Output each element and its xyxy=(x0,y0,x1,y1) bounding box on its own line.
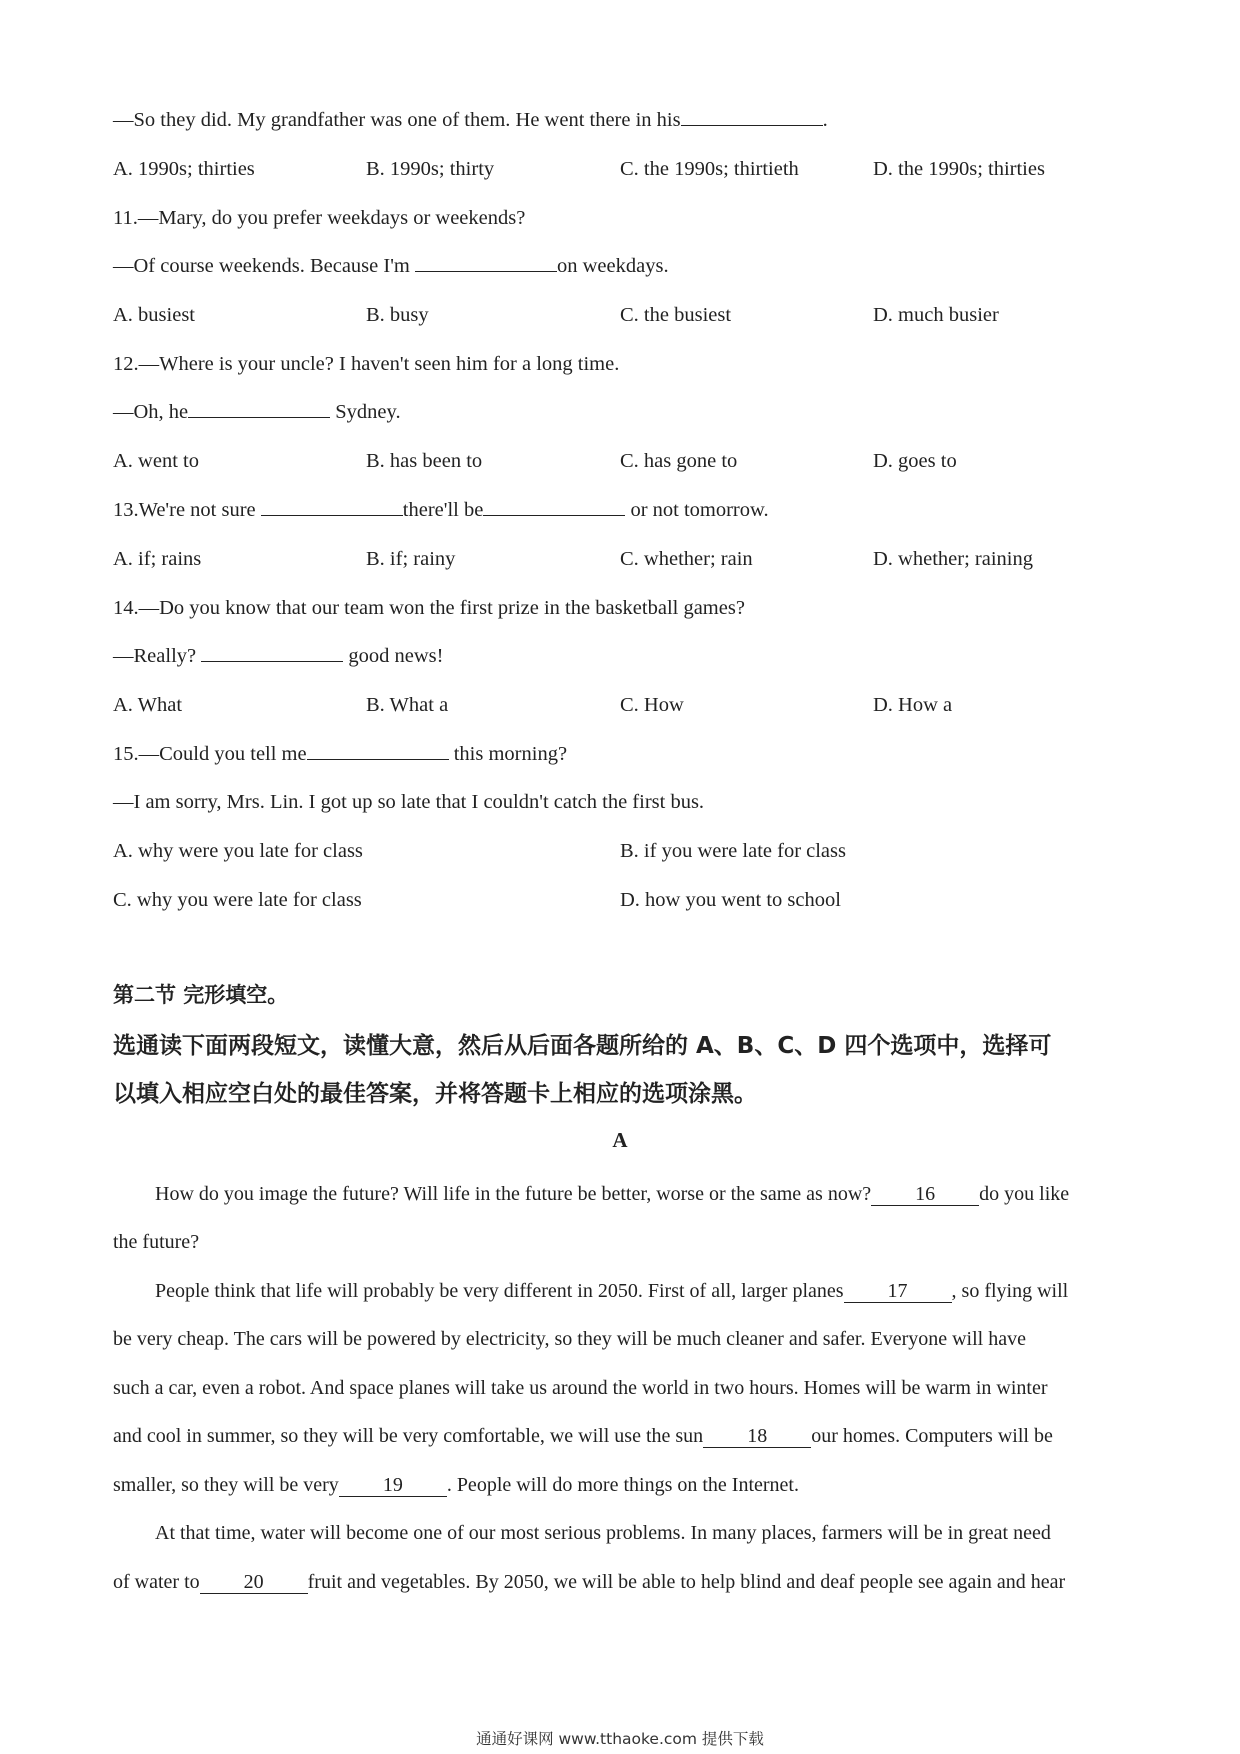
q11-blank xyxy=(415,253,557,272)
q12-option-c: C. has gone to xyxy=(620,450,738,472)
p2-text-h: . People will do more things on the Internet. xyxy=(446,1474,799,1496)
q11-option-b: B. busy xyxy=(366,304,429,326)
passage-p2-line2: be very cheap. The cars will be powered by electricity, so they will be much cleaner and safer. Everyone will have xyxy=(113,1328,1026,1350)
q13-text-2: there'll be xyxy=(402,499,484,521)
q12-option-a: A. went to xyxy=(113,450,199,472)
section-instruction-line1: 选通读下面两段短文，读懂大意，然后从后面各题所给的 A、B、C、D 四个选项中，选择可 xyxy=(113,1033,1052,1059)
q11-option-d: D. much busier xyxy=(873,304,999,326)
q13-stem xyxy=(113,496,769,524)
q15-stem-end: this morning? xyxy=(448,743,568,765)
q10-reply-text: —So they did. My grandfather was one of them. He went there in his xyxy=(113,109,681,131)
q12-reply-text: —Oh, he xyxy=(113,401,189,423)
passage-p3-line1: At that time, water will become one of our most serious problems. In many places, farmers will be in great need xyxy=(155,1522,1051,1544)
q13-blank-2 xyxy=(483,497,625,516)
q11-option-a: A. busiest xyxy=(113,304,195,326)
p1-text-a: How do you image the future? Will life in the future be better, worse or the same as now? xyxy=(155,1183,872,1205)
p3-text-b: of water to xyxy=(113,1571,200,1593)
q12-reply-end: Sydney. xyxy=(330,401,401,423)
q10-option-b: B. 1990s; thirty xyxy=(366,158,495,180)
q14-reply-text: —Really? xyxy=(113,645,202,667)
q15-stem-text: 15.—Could you tell me xyxy=(113,743,307,765)
p2-text-f: our homes. Computers will be xyxy=(811,1425,1053,1447)
q11-reply-text: —Of course weekends. Because I'm xyxy=(113,255,415,277)
q14-option-c: C. How xyxy=(620,694,684,716)
q10-option-d: D. the 1990s; thirties xyxy=(873,158,1045,180)
q11-reply xyxy=(113,252,669,280)
section-instruction-line2: 以填入相应空白处的最佳答案，并将答题卡上相应的选项涂黑。 xyxy=(113,1081,757,1107)
passage-p2-line4 xyxy=(113,1422,1129,1450)
p3-text-c: fruit and vegetables. By 2050, we will be able to help blind and deaf people see again and hear xyxy=(307,1571,1066,1593)
blank-17: 17 xyxy=(844,1280,952,1303)
p2-text-e: and cool in summer, so they will be very comfortable, we will use the sun xyxy=(113,1425,704,1447)
q14-reply-end: good news! xyxy=(343,645,444,667)
q11-option-c: C. the busiest xyxy=(620,304,732,326)
q14-blank xyxy=(201,643,343,662)
q10-reply-end: . xyxy=(822,109,828,131)
q14-option-a: A. What xyxy=(113,694,183,716)
p2-text-b: , so flying will xyxy=(951,1280,1069,1302)
q10-blank xyxy=(681,107,823,126)
q15-blank xyxy=(307,741,449,760)
blank-19: 19 xyxy=(339,1474,447,1497)
q13-text-1: 13.We're not sure xyxy=(113,499,261,521)
blank-16: 16 xyxy=(871,1183,979,1206)
q11-reply-end: on weekdays. xyxy=(556,255,669,277)
q15-option-d: D. how you went to school xyxy=(620,889,841,911)
q15-option-a: A. why were you late for class xyxy=(113,840,363,862)
page-footer: 通通好课网 www.tthaoke.com 提供下载 xyxy=(476,1730,764,1748)
passage-p2-line1 xyxy=(113,1277,1171,1305)
q10-option-a: A. 1990s; thirties xyxy=(113,158,255,180)
q13-text-3: or not tomorrow. xyxy=(625,499,769,521)
passage-p1-line1 xyxy=(113,1180,1171,1208)
q15-option-b: B. if you were late for class xyxy=(620,840,846,862)
q13-blank-1 xyxy=(261,497,403,516)
q15-option-c: C. why you were late for class xyxy=(113,889,362,911)
q14-reply xyxy=(113,642,443,670)
q13-option-a: A. if; rains xyxy=(113,548,202,570)
q14-option-d: D. How a xyxy=(873,694,953,716)
q10-reply xyxy=(113,106,828,134)
q12-stem: 12.—Where is your uncle? I haven't seen him for a long time. xyxy=(113,353,620,375)
q13-option-d: D. whether; raining xyxy=(873,548,1033,570)
q12-option-d: D. goes to xyxy=(873,450,957,472)
p2-text-a: People think that life will probably be very different in 2050. First of all, larger planes xyxy=(155,1280,844,1302)
q12-blank xyxy=(188,399,330,418)
q15-stem xyxy=(113,740,567,768)
passage-p2-line3: such a car, even a robot. And space planes will take us around the world in two hours. Homes will be warm in winter xyxy=(113,1377,1048,1399)
q13-option-b: B. if; rainy xyxy=(366,548,456,570)
q12-reply xyxy=(113,398,401,426)
q12-option-b: B. has been to xyxy=(366,450,483,472)
passage-p2-line5 xyxy=(113,1471,1129,1499)
section-title: 第二节 完形填空。 xyxy=(113,983,289,1007)
blank-18: 18 xyxy=(703,1425,811,1448)
p1-text-b: do you like xyxy=(979,1183,1070,1205)
q14-option-b: B. What a xyxy=(366,694,449,716)
p2-text-g: smaller, so they will be very xyxy=(113,1474,339,1496)
q13-option-c: C. whether; rain xyxy=(620,548,753,570)
q14-stem: 14.—Do you know that our team won the first prize in the basketball games? xyxy=(113,597,745,619)
q15-reply: —I am sorry, Mrs. Lin. I got up so late that I couldn't catch the first bus. xyxy=(113,791,705,813)
q11-stem: 11.—Mary, do you prefer weekdays or weekends? xyxy=(113,207,526,229)
blank-20: 20 xyxy=(200,1571,308,1594)
passage-label: A xyxy=(612,1128,628,1152)
q10-option-c: C. the 1990s; thirtieth xyxy=(620,158,799,180)
passage-p3-line2 xyxy=(113,1568,1129,1596)
passage-p1-line2: the future? xyxy=(113,1231,200,1253)
